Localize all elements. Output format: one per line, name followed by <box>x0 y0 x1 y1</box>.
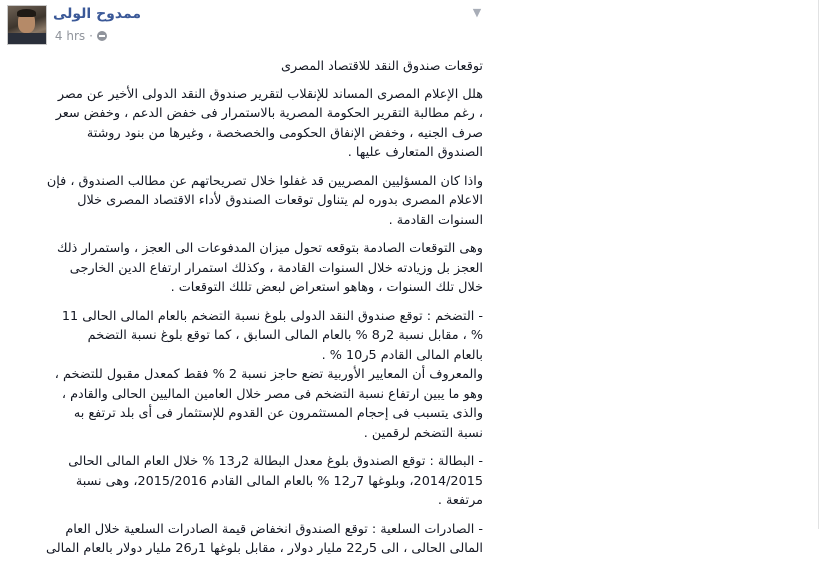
chevron-down-icon[interactable]: ▼ <box>472 6 482 19</box>
post-time[interactable]: 4 hrs <box>54 29 86 43</box>
post-paragraph: واذا كان المسؤليين المصريين قد غفلوا خلال تصريحاتهم عن مطالب الصندوق ، فإن الاعلام المصرى بدوره لم يتناول توقعات الصندوق لأداء الاقتصاد المصرى خلال السنوات القادمة . <box>46 173 483 228</box>
post-meta: 4 hrs · <box>55 29 107 43</box>
post-paragraph: - التضخم : توقع صندوق النقد الدولى بلوغ نسبة التضخم بالعام المالى الحالى 11 % ، مقابل نسبة 2ر8 % بالعام المالى السابق ، كما توقع بلوغ نسبة التضخم بالعام المالى القادم 5ر10 % . <box>61 308 483 363</box>
post-paragraph: وهى التوقعات الصادمة بتوقعه تحول ميزان المدفوعات الى العجز ، واستمرار ذلك العجز بل وزيادته خلال السنوات القادمة ، وكذلك استمرار ارتفاع الدين الخارجى خلال تلك السنوات ، وهاهو استعراض لبعض تللك التوقعات . <box>57 241 483 295</box>
post-content <box>10 57 483 568</box>
post-header <box>0 0 818 48</box>
post-paragraph: - البطالة : توقع الصندوق بلوغ معدل البطالة 2ر13 % خلال العام المالى الحالى 2014/2015، وبلوغها 7ر12 % بالعام المالى القادم 2015/2016، وهى نسبة مرتفعة . <box>68 454 483 508</box>
avatar-shirt <box>8 33 46 44</box>
post-paragraph: - الصادرات السلعية : توقع الصندوق انخفاض قيمة الصادرات السلعية خلال العام المالى الحالى ، الى 5ر22 مليار دولار ، مقابل بلوغها 1ر26 مليار دولار بالعام المالى <box>46 521 483 556</box>
avatar-hair <box>17 9 36 17</box>
author-name[interactable]: ممدوح الولى <box>52 6 141 22</box>
post-title: توقعات صندوق النقد للاقتصاد المصرى <box>281 59 483 74</box>
author-avatar[interactable] <box>7 5 47 45</box>
post-paragraph: هلل الإعلام المصرى المساند للإنقلاب لتقرير صندوق النقد الدولى الأخير عن مصر ، رغم مطالبة التقرير الحكومة المصرية بالاستمرار فى خفض الدعم ، وخفض سعر صرف الجنيه ، وخفض الإنفاق الحكومى والخصخصة ، وغيرها من بنود روشتة الصندوق المتعارف عليها . <box>55 86 483 160</box>
post-paragraph: والمعروف أن المعايير الأوربية تضع حاجز نسبة 2 % فقط كمعدل مقبول للتضخم ، وهو ما يبين ارتفاع نسبة التضخم فى مصر خلال العامين الماليين الحالى والقادم ، والذى يتسبب فى إحجام المستثمرون عن القدوم للإستثمار فى أى بلد ترتفع به نسبة التضخم لرقمين . <box>54 367 483 441</box>
globe-icon[interactable] <box>97 31 107 41</box>
